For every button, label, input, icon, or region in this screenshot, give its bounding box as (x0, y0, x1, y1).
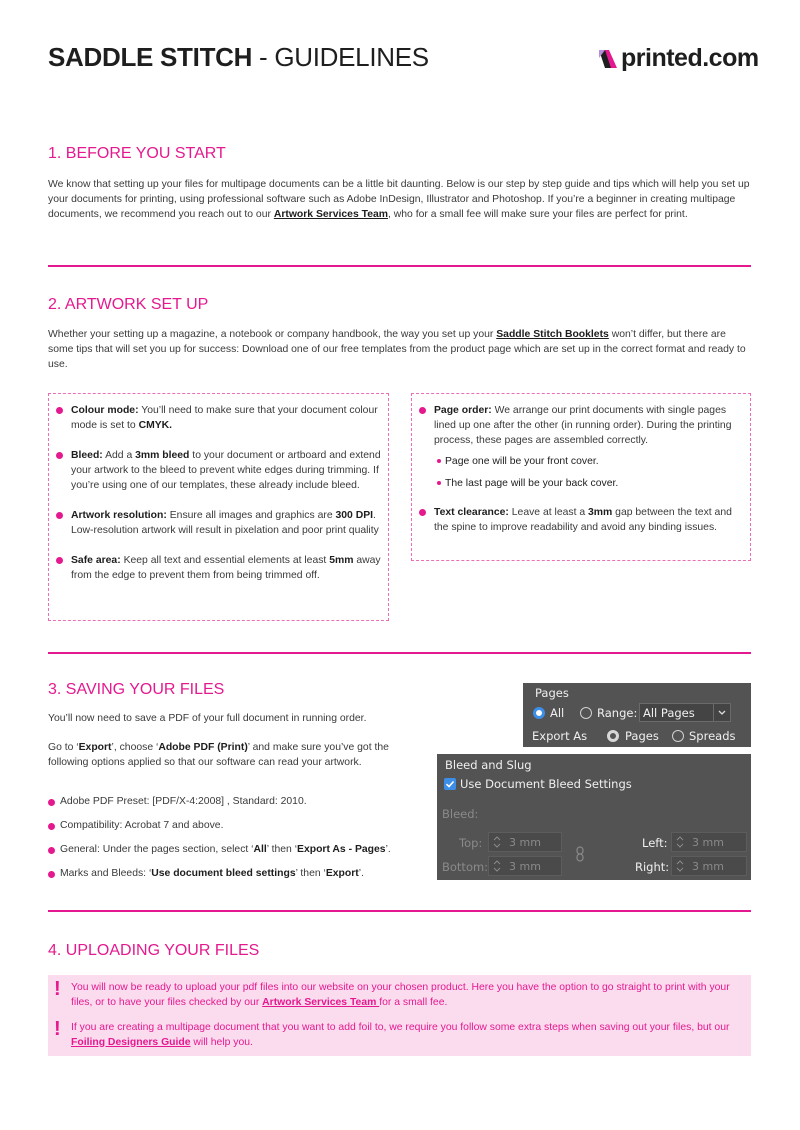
tip-text: to your document or artboard and extend your artwork to the bleed to prevent white edges during trimming. If you’re using one of our templates, these already include bleed. (71, 450, 381, 491)
artwork-services-link[interactable]: Artwork Services Team (262, 996, 380, 1008)
instr-text: Go to ‘ (48, 742, 79, 753)
foiling-guide-link[interactable]: Foiling Designers Guide (71, 1036, 191, 1048)
tip-bold: 300 DPI (335, 510, 374, 521)
setting-bold: Use document bleed settings (151, 868, 296, 879)
section-artwork-setup-heading: 2. ARTWORK SET UP (48, 296, 209, 313)
section-artwork-setup-text (48, 327, 753, 372)
saving-intro: You’ll now need to save a PDF of your full document in running order. (48, 713, 367, 724)
title-rest: - GUIDELINES (252, 42, 429, 72)
logo-mark-icon (597, 48, 619, 70)
stepper-icon (491, 857, 503, 875)
bullet-dot (419, 509, 426, 516)
stepper-icon (491, 833, 503, 851)
all-label: All (550, 706, 565, 720)
tip-text: gap between the text and the spine to improve readability and avoid any binding issues. (434, 507, 732, 533)
logo-text: printed.com (621, 44, 759, 72)
bullet-dot (419, 407, 426, 414)
bullet-dot (56, 452, 63, 459)
bullet-dot (56, 557, 63, 564)
tip-text-clearance (411, 505, 744, 535)
section-before-you-start-heading: 1. BEFORE YOU START (48, 145, 226, 162)
tip-label: Colour mode: (71, 405, 139, 416)
range-radio[interactable] (580, 707, 592, 719)
setting-text: ’. (358, 868, 364, 879)
pages-panel-title: Pages (535, 686, 569, 700)
instr-text: ’ and make sure you’ve got the following options applied so that our software can read your artwork. (48, 742, 389, 768)
pages-panel (523, 683, 751, 747)
bullet-dot (48, 799, 55, 806)
section-divider (48, 265, 751, 267)
tip-colour-mode (48, 403, 383, 433)
tip-label: Artwork resolution: (71, 510, 167, 521)
tip-text: Add a (102, 450, 136, 461)
setting-text: Marks and Bleeds: ‘ (60, 868, 152, 879)
range-dropdown-button[interactable] (713, 703, 731, 722)
tip-bold: CMYK. (138, 420, 173, 431)
saddle-stitch-link[interactable]: Saddle Stitch Booklets (496, 329, 609, 340)
small-bullet-dot (437, 481, 441, 485)
section-divider (48, 652, 751, 654)
setting-bold: All (253, 844, 267, 855)
tip-text: You’ll need to make sure that your document colour mode is set to (71, 405, 378, 431)
top-field[interactable] (488, 832, 562, 852)
exclamation-icon: ! (54, 978, 61, 1000)
tip-label: Bleed: (71, 450, 103, 461)
small-bullet-dot (437, 459, 441, 463)
intro-text-end: , who for a small fee will make sure your files are perfect for print. (388, 209, 688, 220)
bottom-field[interactable] (488, 856, 562, 876)
top-label: Top: (459, 836, 483, 850)
bleed-panel-title: Bleed and Slug (445, 758, 532, 772)
note-text: If you are creating a multipage document that you want to add foil to, we require you follow some extra steps when saving out your files, but our (71, 1022, 730, 1033)
section-saving-files-heading: 3. SAVING YOUR FILES (48, 681, 225, 698)
sub-front-cover (411, 454, 744, 469)
bullet-dot (48, 871, 55, 878)
setting-preset (48, 796, 307, 807)
tip-label: Page order: (434, 405, 492, 416)
all-radio[interactable] (533, 707, 545, 719)
note-text: for a small fee. (379, 996, 448, 1008)
tip-text: We arrange our print documents with single pages lined up one after the other (in running order). During the printing process, these pages are assembled correctly. (434, 405, 732, 446)
tip-text: . Low-resolution artwork will result in pixelation and poor print quality (71, 510, 379, 536)
sub-text: Page one will be your front cover. (445, 456, 599, 467)
right-value: 3 mm (692, 860, 724, 873)
instr-bold: Adobe PDF (Print) (158, 742, 248, 753)
bullet-dot (56, 512, 63, 519)
spreads-label: Spreads (689, 729, 736, 743)
bullet-dot (56, 407, 63, 414)
note-text: You will now be ready to upload your pdf files into our website on your chosen product. Here you have the option to go straight to print with your files, or to have your files checked by our (71, 982, 730, 1008)
tip-text: Keep all text and essential elements at least (120, 555, 330, 566)
intro-text: We know that setting up your files for multipage documents can be a little bit daunting. Below is our step by step guide and tips which will help you set up your documents for printing, using professional software such as Adobe InDesign, Illustrator and Photoshop. If you’re a beginner in creating multipage documents, we recommend you reach out to our (48, 179, 750, 220)
tip-bleed (48, 448, 383, 493)
setting-text: Adobe PDF Preset: [PDF/X-4:2008] , Standard: 2010. (60, 796, 307, 807)
chain-link-icon[interactable] (575, 846, 585, 865)
instr-text: ’, choose ‘ (111, 742, 159, 753)
export-as-label: Export As (532, 729, 588, 743)
use-doc-bleed-checkbox[interactable] (444, 778, 456, 790)
tip-bold: 3mm (588, 507, 613, 518)
printed-logo[interactable] (597, 44, 759, 73)
tip-artwork-resolution (48, 508, 383, 538)
tip-safe-area (48, 553, 383, 583)
bleed-label: Bleed: (442, 807, 479, 821)
setting-text: ’ then ‘ (266, 844, 298, 855)
section-before-you-start-text (48, 177, 753, 222)
tip-text: away from the edge to prevent them from being trimmed off. (71, 555, 381, 581)
bleed-slug-panel (437, 754, 751, 880)
tip-label: Text clearance: (434, 507, 509, 518)
setup-text: Whether your setting up a magazine, a notebook or company handbook, the way you set up your (48, 329, 497, 340)
sub-text: The last page will be your back cover. (445, 478, 619, 489)
left-label: Left: (642, 836, 668, 850)
bullet-dot (48, 823, 55, 830)
setting-text: Compatibility: Acrobat 7 and above. (60, 820, 224, 831)
section-divider (48, 910, 751, 912)
tip-page-order (411, 403, 744, 448)
pages-label: Pages (625, 729, 659, 743)
page-order-list (411, 403, 744, 535)
page-title (48, 42, 429, 73)
upload-note-2 (71, 1021, 743, 1050)
range-select-value: All Pages (643, 706, 695, 720)
setup-text-end: won’t differ, but there are some tips that will set you up for success: Download one of our free templates from the product page which are set up in the correct format and ready to use. (48, 329, 746, 370)
upload-note-1 (71, 981, 743, 1010)
export-pages-radio[interactable] (607, 730, 619, 742)
setting-bold: Export (325, 868, 359, 879)
setting-text: ’. (385, 844, 391, 855)
checkmark-icon (444, 778, 456, 790)
tip-text: Ensure all images and graphics are (166, 510, 336, 521)
tip-bold: 3mm bleed (135, 450, 190, 461)
left-value: 3 mm (692, 836, 724, 849)
bullet-dot (48, 847, 55, 854)
sub-back-cover (411, 476, 744, 491)
bottom-value: 3 mm (509, 860, 541, 873)
section-uploading-heading: 4. UPLOADING YOUR FILES (48, 942, 260, 959)
exclamation-icon: ! (54, 1018, 61, 1040)
setting-compatibility (48, 820, 223, 831)
bottom-label: Bottom: (442, 860, 489, 874)
upload-notes-box (48, 975, 751, 1056)
right-label: Right: (635, 860, 670, 874)
instr-bold: Export (78, 742, 112, 753)
left-field[interactable] (671, 832, 747, 852)
range-label: Range: (597, 706, 638, 720)
stepper-icon (674, 857, 686, 875)
right-field[interactable] (671, 856, 747, 876)
export-spreads-radio[interactable] (672, 730, 684, 742)
title-bold: SADDLE STITCH (48, 42, 253, 72)
setting-marks-bleeds (48, 868, 364, 879)
chevron-down-icon (714, 704, 730, 721)
tip-label: Safe area: (71, 555, 121, 566)
stepper-icon (674, 833, 686, 851)
setting-text: ’ then ‘ (295, 868, 326, 879)
artwork-services-link[interactable]: Artwork Services Team (273, 209, 388, 220)
top-value: 3 mm (509, 836, 541, 849)
setting-bold: Export As - Pages (297, 844, 386, 855)
tip-bold: 5mm (329, 555, 354, 566)
saving-instructions (48, 740, 398, 770)
artwork-tips-list (48, 403, 383, 583)
setting-general (48, 844, 391, 855)
note-text: will help you. (190, 1036, 253, 1048)
tip-text: Leave at least a (508, 507, 589, 518)
setting-text: General: Under the pages section, select ‘ (60, 844, 254, 855)
use-doc-bleed-label: Use Document Bleed Settings (460, 777, 632, 791)
